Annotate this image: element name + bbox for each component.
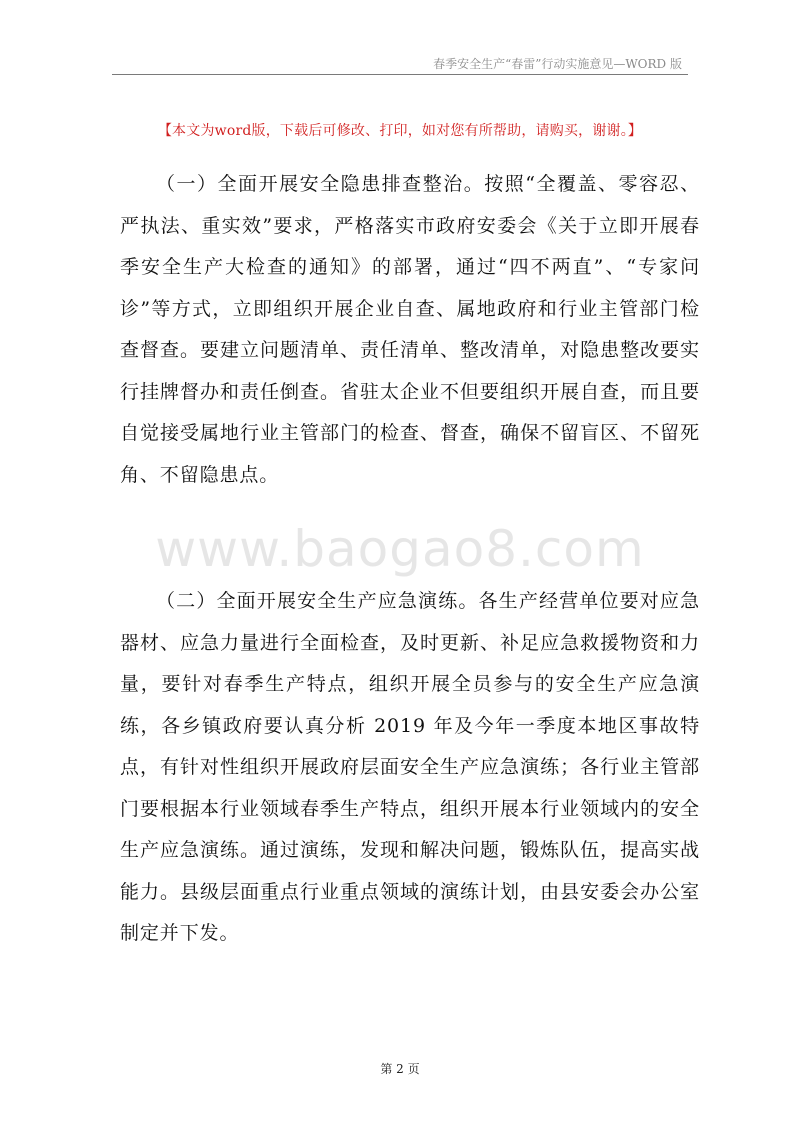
paragraph-emergency-drill: （二）全面开展安全生产应急演练。各生产经营单位要对应急器材、应急力量进行全面检查，及时更新、补足应急救援物资和力量，要针对春季生产特点，组织开展全员参与的安全生产应急演练，各乡镇政府要认真分析 2019 年及今年一季度本地区事故特点，有针对性组织开展政府层面安全生产应急演练；各行业主管部门要根据本行业领域春季生产特点，组织开展本行业领域内的安全生产应急演练。通过演练，发现和解决问题，锻炼队伍，提高实战能力。县级层面重点行业重点领域的演练计划，由县安委会办公室制定并下发。 xyxy=(120,590,700,944)
paragraph-hazard-inspection: （一）全面开展安全隐患排查整治。按照“全覆盖、零容忍、严执法、重实效”要求，严格落实市政府安委会《关于立即开展春季安全生产大检查的通知》的部署，通过“四不两直”、“专家问诊”等方式，立即组织开展企业自查、属地政府和行业主管部门检查督查。要建立问题清单、责任清单、整改清单，对隐患整改要实行挂牌督办和责任倒查。省驻太企业不但要组织开展自查，而且要自觉接受属地行业主管部门的检查、督查，确保不留盲区、不留死角、不留隐患点。 xyxy=(120,173,700,486)
page-header xyxy=(112,52,688,75)
running-title: 春季安全生产“春雷”行动实施意见—WORD 版 xyxy=(433,57,682,71)
purchase-notice: 【本文为word版，下载后可修改、打印，如对您有所帮助，请购买，谢谢。】 xyxy=(157,123,643,139)
watermark: www.baogao8.com xyxy=(155,520,645,578)
page-number: 第 2 页 xyxy=(380,1062,420,1076)
